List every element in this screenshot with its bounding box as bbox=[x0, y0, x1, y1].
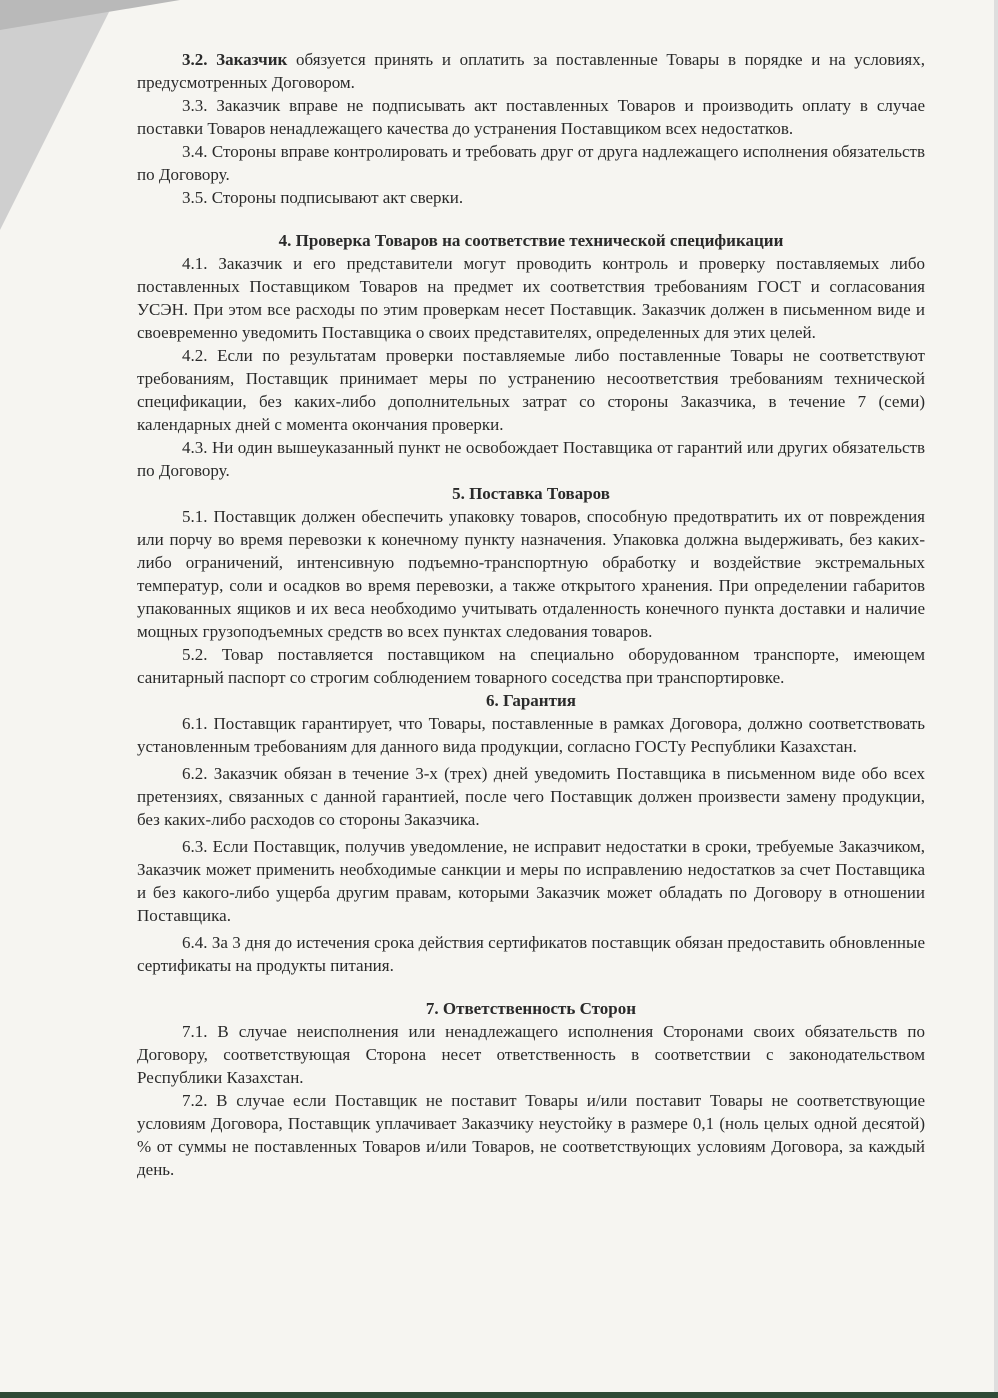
bottom-scan-edge bbox=[0, 1392, 998, 1398]
folded-corner-shadow bbox=[0, 0, 115, 230]
clause-5-1: 5.1. Поставщик должен обеспечить упаковку товаров, способную предотвратить их от повреждения или порчу во время перевозки к конечному пункту назначения. Упаковка должна выдерживать, без каких-либо ограничений, интенсивную подъемно-транспортную обработку и воздействие экстремальных температур, соли и осадков во время перевозки, а также открытого хранения. При определении габаритов упакованных ящиков и их веса необходимо учитывать отдаленность конечного пункта доставки и наличие мощных грузоподъемных средств во всех пунктах следования товаров. bbox=[137, 507, 925, 641]
section-4-heading: 4. Проверка Товаров на соответствие технической спецификации bbox=[278, 231, 784, 250]
top-corner-shadow bbox=[0, 0, 180, 30]
clause-3-4: 3.4. Стороны вправе контролировать и требовать друг от друга надлежащего исполнения обязательств по Договору. bbox=[137, 142, 925, 184]
right-page-edge bbox=[994, 0, 998, 1398]
clause-6-2: 6.2. Заказчик обязан в течение 3-х (трех) дней уведомить Поставщика в письменном виде обо всех претензиях, связанных с данной гарантией, после чего Поставщик должен произвести замену продукции, без каких-либо расходов со стороны Заказчика. bbox=[137, 764, 925, 829]
clause-4-3: 4.3. Ни один вышеуказанный пункт не освобождает Поставщика от гарантий или других обязательств по Договору. bbox=[137, 438, 925, 480]
clause-3-3: 3.3. Заказчик вправе не подписывать акт поставленных Товаров и производить оплату в случае поставки Товаров ненадлежащего качества до устранения Поставщиком всех недостатков. bbox=[137, 96, 925, 138]
clause-4-2: 4.2. Если по результатам проверки поставляемые либо поставленные Товары не соответствуют требованиям, Поставщик принимает меры по устранению несоответствия требованиям технической спецификации, без каких-либо дополнительных затрат со стороны Заказчика, в течение 7 (семи) календарных дней с момента окончания проверки. bbox=[137, 346, 925, 434]
clause-5-2: 5.2. Товар поставляется поставщиком на специально оборудованном транспорте, имеющем санитарный паспорт со строгим соблюдением товарного соседства при транспортировке. bbox=[137, 645, 925, 687]
contract-text bbox=[137, 48, 925, 1181]
section-6-heading: 6. Гарантия bbox=[486, 691, 576, 710]
clause-6-3: 6.3. Если Поставщик, получив уведомление, не исправит недостатки в сроки, требуемые Заказчиком, Заказчик может применить необходимые санкции и меры по исправлению недостатков за счет Поставщика и без какого-либо ущерба другим правам, которыми Заказчик может обладать по Договору в отношении Поставщика. bbox=[137, 837, 925, 925]
clause-6-1: 6.1. Поставщик гарантирует, что Товары, поставленные в рамках Договора, должно соответствовать установленным требованиям для данного вида продукции, согласно ГОСТу Республики Казахстан. bbox=[137, 714, 925, 756]
clause-3-5: 3.5. Стороны подписывают акт сверки. bbox=[182, 188, 464, 207]
clause-4-1: 4.1. Заказчик и его представители могут проводить контроль и проверку поставляемых либо поставленных Поставщиком Товаров на предмет их соответствия требованиям ГОСТ и согласования УСЭН. При этом все расходы по этим проверкам несет Поставщик. Заказчик должен в письменном виде и своевременно уведомить Поставщика о своих представителях, определенных для этих целей. bbox=[137, 254, 925, 342]
section-7-heading: 7. Ответственность Сторон bbox=[425, 999, 637, 1018]
clause-7-2: 7.2. В случае если Поставщик не поставит Товары и/или поставит Товары не соответствующие условиям Договора, Поставщик уплачивает Заказчику неустойку в размере 0,1 (ноль целых одной десятой) % от суммы не поставленных Товаров и/или Товаров, не соответствующих условиям Договора, за каждый день. bbox=[137, 1091, 925, 1179]
clause-3-2-lead: 3.2. Заказчик bbox=[182, 50, 288, 69]
section-5-heading: 5. Поставка Товаров bbox=[452, 484, 610, 503]
clause-3-2-text: обязуется принять и оплатить за поставленные Товары в порядке и на условиях, предусмотренных Договором. bbox=[137, 50, 925, 92]
clause-3-2 bbox=[137, 48, 925, 94]
clause-6-4: 6.4. За 3 дня до истечения срока действия сертификатов поставщик обязан предоставить обновленные сертификаты на продукты питания. bbox=[137, 933, 925, 975]
clause-7-1: 7.1. В случае неисполнения или ненадлежащего исполнения Сторонами своих обязательств по Договору, соответствующая Сторона несет ответственность в соответствии с законодательством Республики Казахстан. bbox=[137, 1022, 925, 1087]
